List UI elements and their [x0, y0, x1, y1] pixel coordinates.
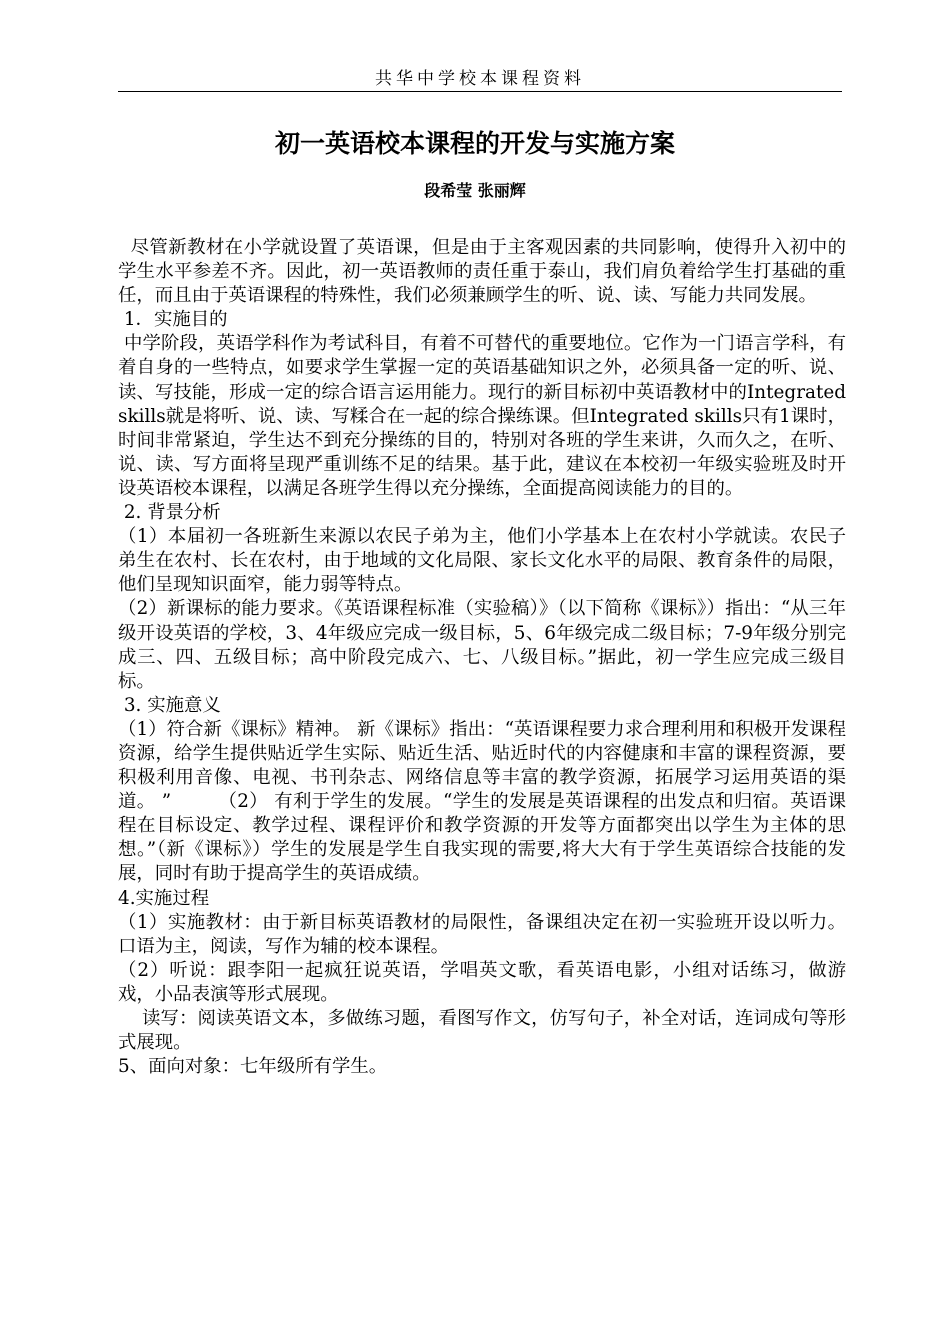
target-audience: 5、面向对象：七年级所有学生。: [118, 1056, 388, 1078]
section-heading-purpose: 1．实施目的: [118, 309, 228, 331]
document-body: [118, 236, 852, 1079]
significance-paragraph: （1）符合新《课标》精神。 新《课标》指出：“英语课程要力求合理利用和积极开发课程资源，给学生提供贴近学生实际、贴近生活、贴近时代的内容健康和丰富的课程资源，要积极利用音像、电视、书刊杂志、网络信息等丰富的教学资源，拓展学习运用英语的渠道。 ” （2） 有利于学生的发展。“学生的发展是英语课程的出发点和归宿。英语课程在目标设定、教学过程、课程评价和教学资源的开发等方面都突出以学生为主体的思想。”（新《课标》）学生的发展是学生自我实现的需要,将大大有于学生英语综合技能的发展，同时有助于提高学生的英语成绩。: [118, 718, 846, 885]
background-paragraph-2: （2）新课标的能力要求。《英语课程标准（实验稿）》（以下简称《课标》）指出：“从三年级开设英语的学校，3、4年级应完成一级目标，5、6年级完成二级目标；7-9年级分别完成三、四、五级目标；高中阶段完成六、七、八级目标。”据此，初一学生应完成三级目标。: [118, 598, 846, 692]
authors: 段希莹 张丽辉: [424, 181, 526, 200]
running-header: 共华中学校本课程资料: [118, 64, 842, 92]
process-paragraph-1: （1）实施教材：由于新目标英语教材的局限性，备课组决定在初一实验班开设以听力。口语为主，阅读，写作为辅的校本课程。: [118, 911, 846, 957]
background-paragraph-1: （1）本届初一各班新生来源以农民子弟为主，他们小学基本上在农村小学就读。农民子弟生在农村、长在农村，由于地域的文化局限、家长文化水平的局限、教育条件的局限，他们呈现知识面窄，能力弱等特点。: [118, 526, 846, 596]
process-paragraph-3: 读写：阅读英语文本，多做练习题，看图写作文，仿写句子，补全对话，连词成句等形式展现。: [118, 1008, 846, 1054]
document-title: 初一英语校本课程的开发与实施方案: [274, 129, 675, 158]
intro-paragraph: 尽管新教材在小学就设置了英语课，但是由于主客观因素的共同影响，使得升入初中的学生水平参差不齐。因此，初一英语教师的责任重于泰山，我们肩负着给学生打基础的重任，而且由于英语课程的特殊性，我们必须兼顾学生的听、说、读、写能力共同发展。: [118, 237, 846, 307]
section-heading-significance: 3. 实施意义: [118, 694, 221, 716]
purpose-paragraph: 中学阶段，英语学科作为考试科目，有着不可替代的重要地位。它作为一门语言学科，有着自身的一些特点，如要求学生掌握一定的英语基础知识之外，必须具备一定的听、说、读、写技能，形成一定的综合语言运用能力。现行的新目标初中英语教材中的Integrated skills就是将听、说、读、写糅合在一起的综合操练课。但Integrated skills只有1课时，时间非常紧迫，学生达不到充分操练的目的，特别对各班的学生来讲，久而久之，在听、说、读、写方面将呈现严重训练不足的结果。基于此，建议在本校初一年级实验班及时开设英语校本课程，以满足各班学生得以充分操练，全面提高阅读能力的目的。: [118, 333, 852, 499]
process-paragraph-2: （2）听说：跟李阳一起疯狂说英语，学唱英文歌，看英语电影，小组对话练习，做游戏，小品表演等形式展现。: [118, 959, 846, 1005]
section-heading-background: 2. 背景分析: [118, 502, 221, 524]
section-heading-process: 4.实施过程: [118, 887, 210, 909]
